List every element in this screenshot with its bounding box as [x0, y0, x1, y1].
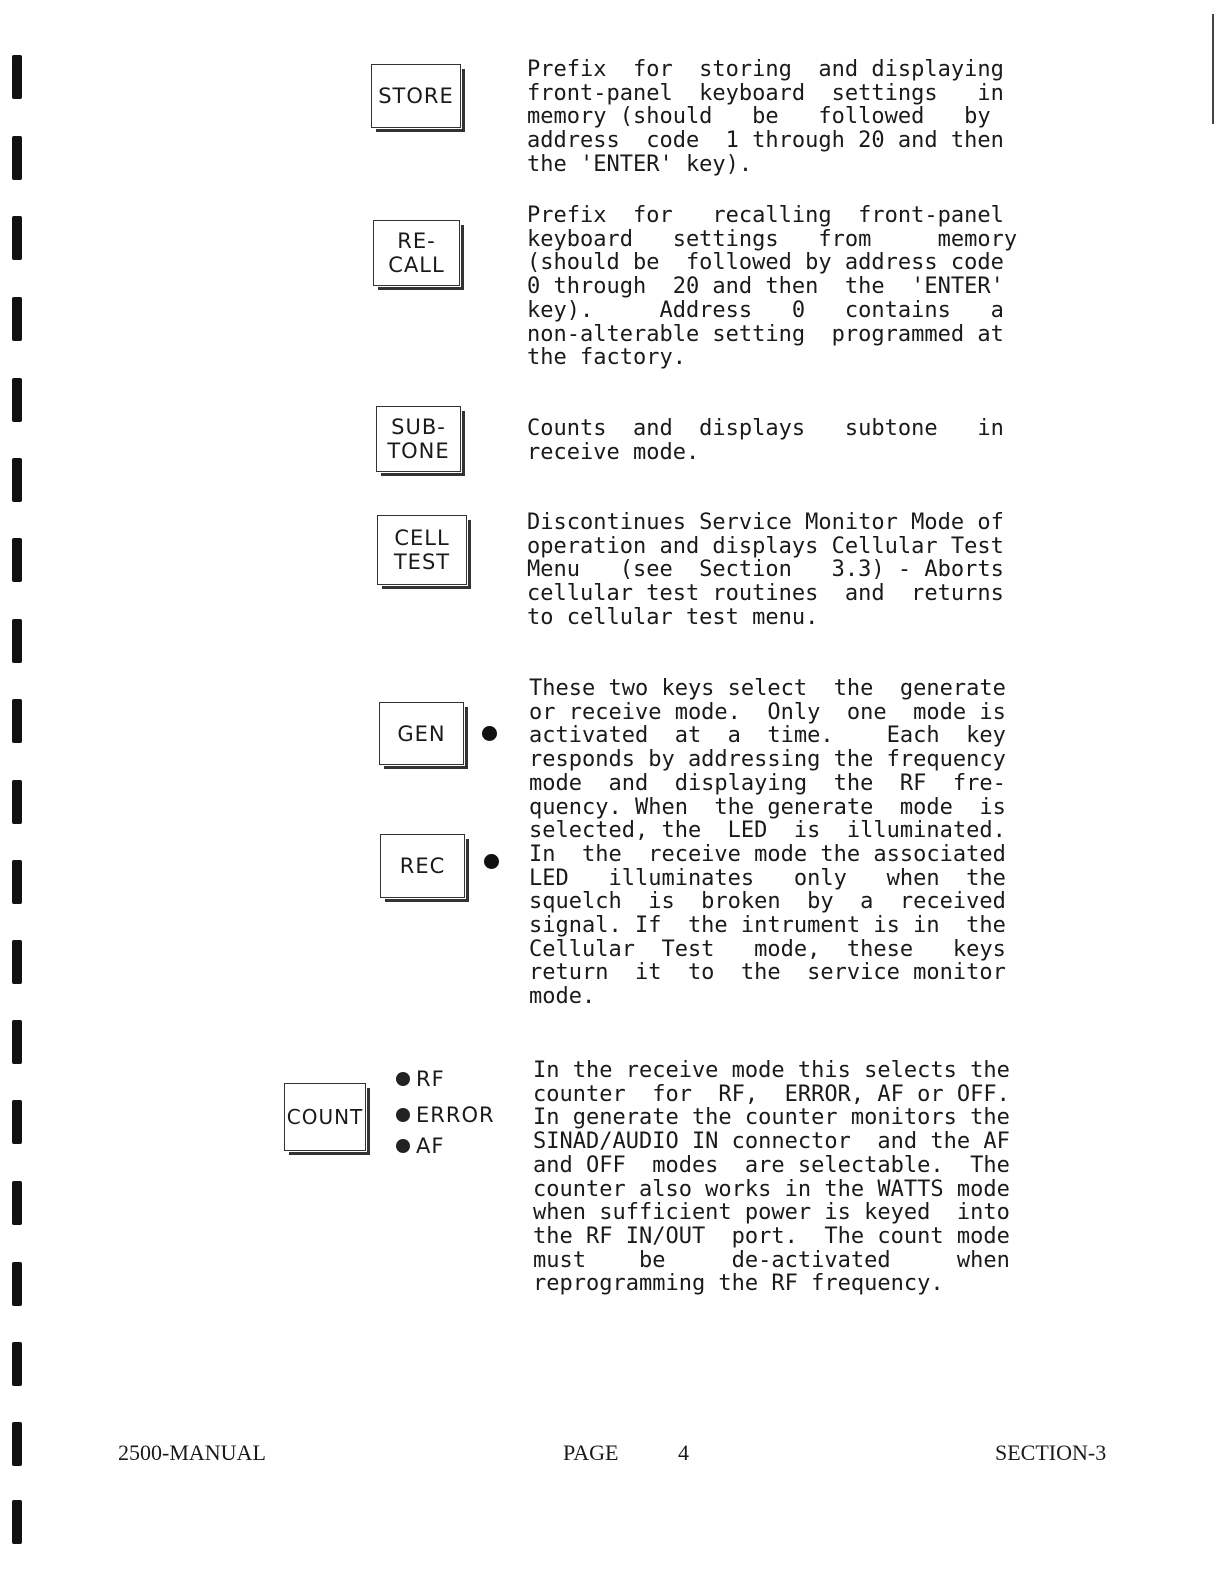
subtone-description: Counts and displays subtone in receive mode. — [527, 416, 1004, 465]
gen-led-icon — [482, 726, 497, 741]
binding-hole — [12, 1020, 22, 1064]
count-description: In the receive mode this selects the counter for RF, ERROR, AF or OFF. In generate the counter monitors the SINAD/AUDIO IN connector and the AF and OFF modes are selectable. The counter also works in the WATTS mode when sufficient power is keyed into the RF IN/OUT port. The count mode must be de-activated when reprogramming the RF frequency. — [533, 1058, 1010, 1297]
recall-key-label: RE- CALL — [388, 229, 445, 277]
cell-test-key-label: CELL TEST — [393, 526, 451, 574]
binding-hole — [12, 538, 22, 582]
binding-hole — [12, 55, 22, 99]
rec-led-icon — [484, 854, 499, 869]
binding-hole — [12, 1181, 22, 1225]
recall-key — [373, 220, 460, 286]
subtone-key — [376, 406, 461, 472]
footer-manual-name: 2500-MANUAL — [118, 1440, 266, 1465]
gen-key-label: GEN — [397, 721, 446, 746]
binding-hole — [12, 780, 22, 824]
footer-page-number: 4 — [678, 1440, 689, 1465]
binding-hole — [12, 860, 22, 904]
binding-hole — [12, 297, 22, 341]
recall-description: Prefix for recalling front-panel keyboard settings from memory (should be followed by address code 0 through 20 and then the 'ENTER' key). Address 0 contains a non-alterable setting programmed at the factory. — [527, 203, 1018, 371]
binding-hole — [12, 699, 22, 743]
count-indicator-error — [396, 1103, 495, 1127]
rec-key-label: REC — [399, 854, 446, 878]
gen-rec-description: These two keys select the generate or receive mode. Only one mode is activated at a time. Each key responds by addressing the frequency mode and displaying the RF fre- quency. When the generate mode is selected, the LED is illuminated. In the receive mode the associated LED illuminates only when the squelch is broken by a received signal. If the intrument is in the Cellular Test mode, these keys return it to the service monitor mode. — [529, 676, 1006, 1010]
cell-test-description: Discontinues Service Monitor Mode of operation and displays Cellular Test Menu (see Section 3.3) - Aborts cellular test routines and returns to cellular test menu. — [527, 510, 1004, 630]
count-indicator-af — [396, 1134, 444, 1158]
binding-hole — [12, 216, 22, 260]
binding-hole — [12, 1500, 22, 1544]
footer-page-label: PAGE — [563, 1440, 619, 1465]
binding-hole — [12, 940, 22, 984]
rec-key — [380, 834, 465, 898]
binding-hole — [12, 1100, 22, 1144]
binding-hole — [12, 619, 22, 663]
page-edge-line — [1212, 14, 1214, 124]
count-indicator-label: AF — [416, 1134, 445, 1158]
count-indicator-label: ERROR — [416, 1103, 495, 1127]
subtone-key-label: SUB- TONE — [387, 415, 450, 463]
store-key-label: STORE — [378, 84, 454, 108]
binding-hole — [12, 1422, 22, 1466]
error-led-icon — [396, 1108, 410, 1122]
count-key-label: COUNT — [286, 1105, 364, 1129]
binding-hole — [12, 458, 22, 502]
store-description: Prefix for storing and displaying front-panel keyboard settings in memory (should be followed by address code 1 through 20 and then the 'ENTER' key). — [527, 57, 1004, 177]
binding-hole — [12, 1342, 22, 1386]
cell-test-key — [377, 515, 467, 585]
footer-section: SECTION-3 — [995, 1440, 1107, 1465]
count-indicator-label: RF — [416, 1067, 445, 1091]
gen-key — [379, 702, 464, 765]
count-key — [284, 1083, 366, 1151]
af-led-icon — [396, 1139, 410, 1153]
binding-hole — [12, 136, 22, 180]
binding-hole — [12, 1262, 22, 1306]
binding-hole — [12, 378, 22, 422]
store-key — [371, 64, 461, 128]
count-indicator-rf — [396, 1067, 445, 1091]
rf-led-icon — [396, 1072, 410, 1086]
